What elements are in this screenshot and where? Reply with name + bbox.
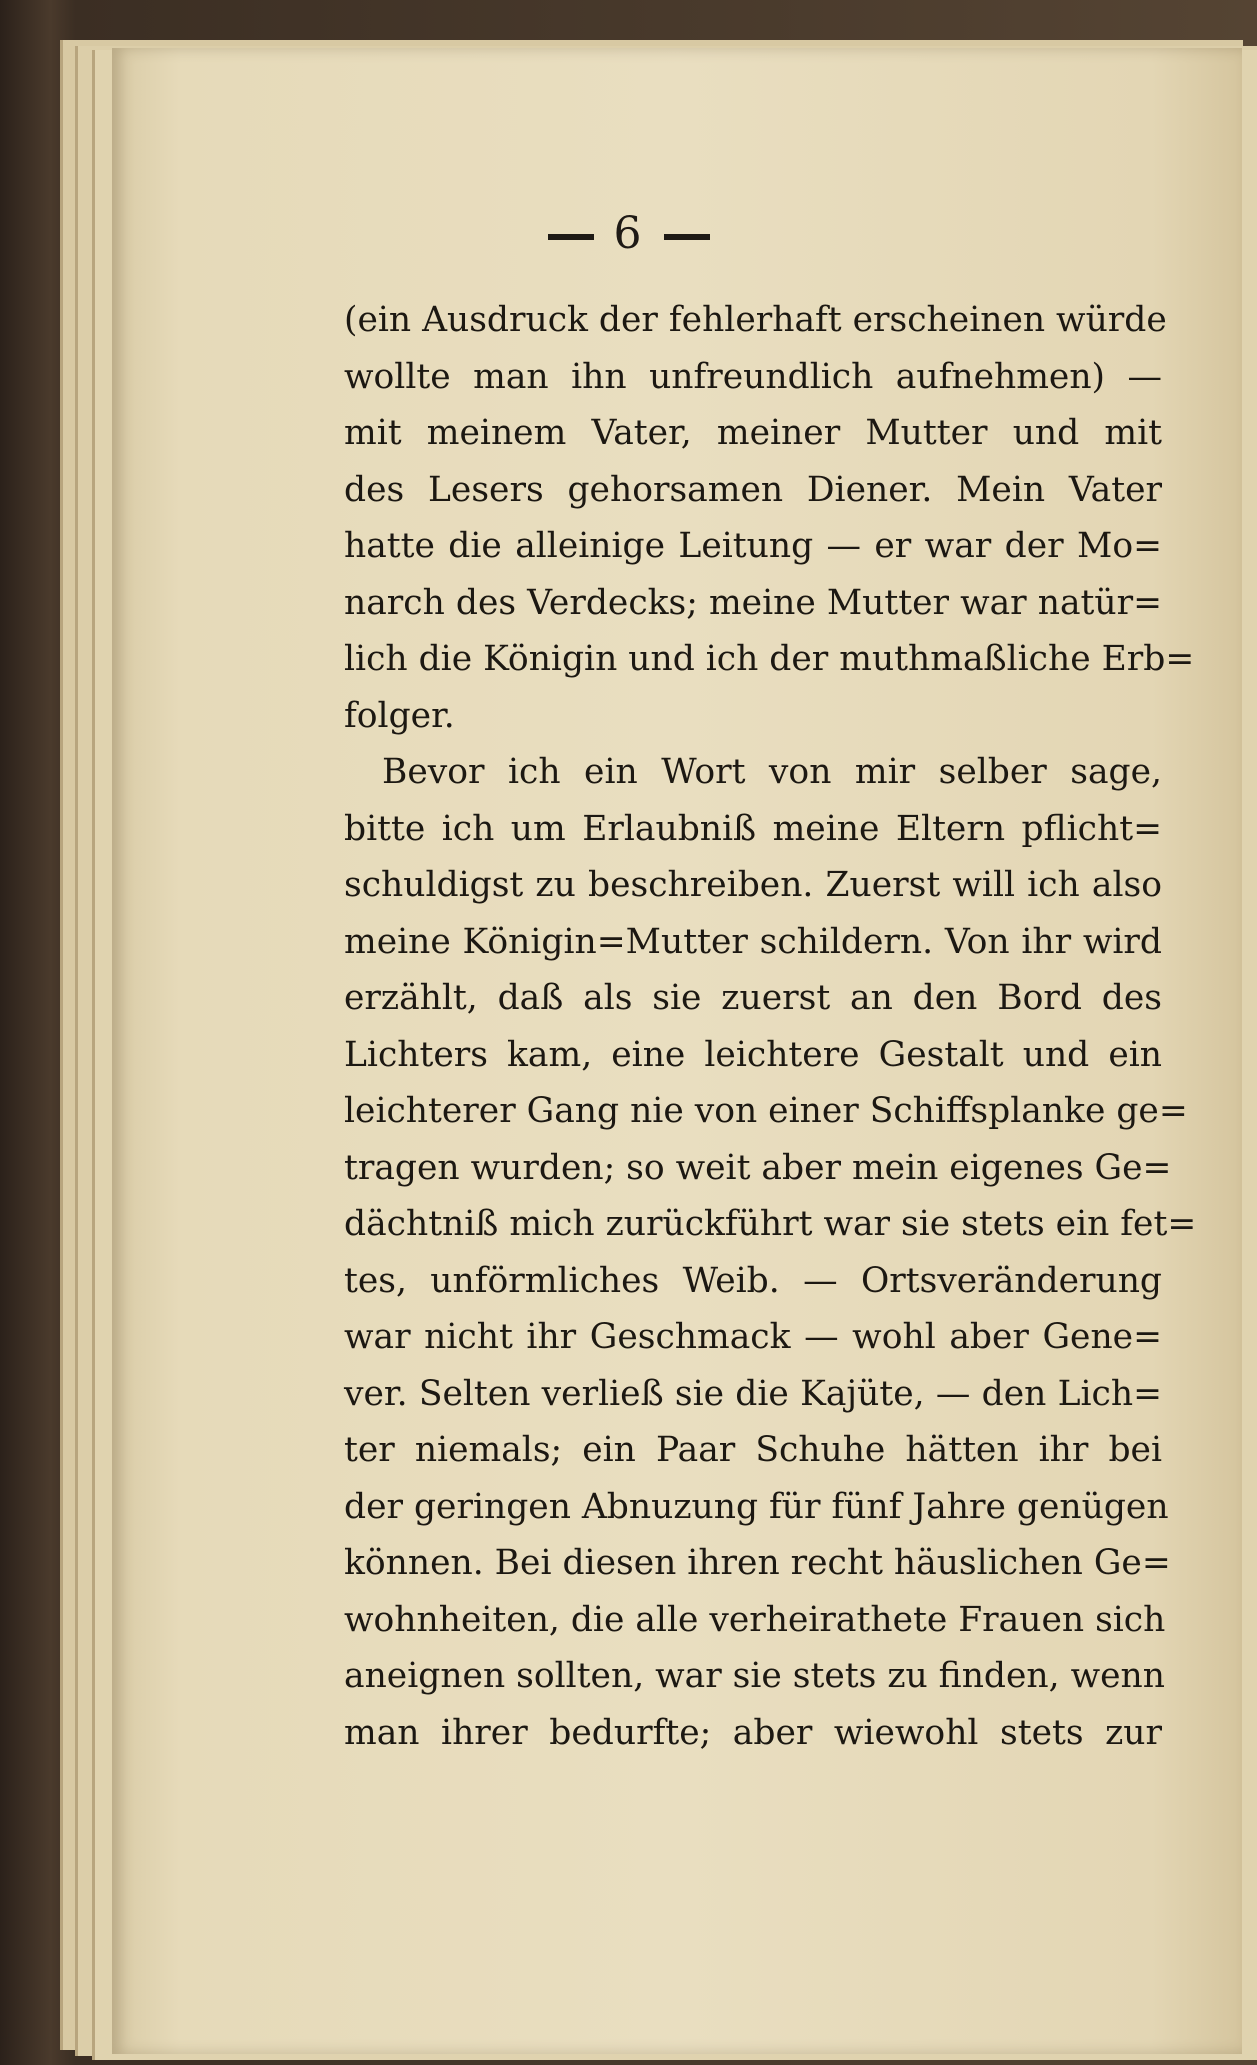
text-line: man ihrer bedurfte; aber wiewohl stets zur [344,1712,1162,1753]
text-line: lich die Königin und ich der muthmaßliche Erb= [344,639,1195,679]
text-line: ter niemals; ein Paar Schuhe hätten ihr bei [344,1430,1162,1470]
text-line: hatte die alleinige Leitung — er war der Mo= [344,526,1162,566]
text-line: wohnheiten, die alle verheirathete Frauen sich [344,1599,1166,1640]
page-number: 6 [0,208,1257,259]
text-line: tes, unförmliches Weib. — Ortsveränderung [344,1260,1162,1301]
text-line: wollte man ihn unfreundlich aufnehmen) — [344,356,1162,397]
text-line: Bevor ich ein Wort von mir selber sage, [382,752,1162,792]
text-line: aneignen sollten, war sie stets zu finden, wenn [344,1656,1165,1696]
text-line: schuldigst zu beschreiben. Zuerst will ich also [344,865,1162,905]
body-text [344,292,1197,1761]
text-line: der geringen Abnuzung für fünf Jahre genügen [344,1486,1169,1527]
text-line: ver. Selten verließ sie die Kajüte, — den Lich= [344,1373,1162,1414]
text-line: folger. [344,695,455,736]
text-line: bitte ich um Erlaubniß meine Eltern pflicht= [344,808,1162,849]
text-line: Lichters kam, eine leichtere Gestalt und ein [344,1034,1162,1075]
text-line: des Lesers gehorsamen Diener. Mein Vater [344,469,1162,510]
text-line: tragen wurden; so weit aber mein eigenes Ge= [344,1147,1172,1188]
text-line: meine Königin=Mutter schildern. Von ihr wird [344,921,1162,962]
text-line: war nicht ihr Geschmack — wohl aber Gene= [344,1317,1162,1357]
text-line: erzählt, daß als sie zuerst an den Bord des [344,978,1162,1018]
text-line: mit meinem Vater, meiner Mutter und mit [344,413,1162,453]
text-line: können. Bei diesen ihren recht häuslichen Ge= [344,1543,1171,1583]
dash-right [664,234,710,240]
text-line: (ein Ausdruck der fehlerhaft erscheinen würde [344,300,1167,340]
dash-left [548,234,594,240]
text-line: dächtniß mich zurückführt war sie stets ein fet= [344,1204,1197,1244]
text-line: narch des Verdecks; meine Mutter war natür= [344,582,1162,623]
text-line: leichterer Gang nie von einer Schiffsplanke ge= [344,1091,1188,1131]
